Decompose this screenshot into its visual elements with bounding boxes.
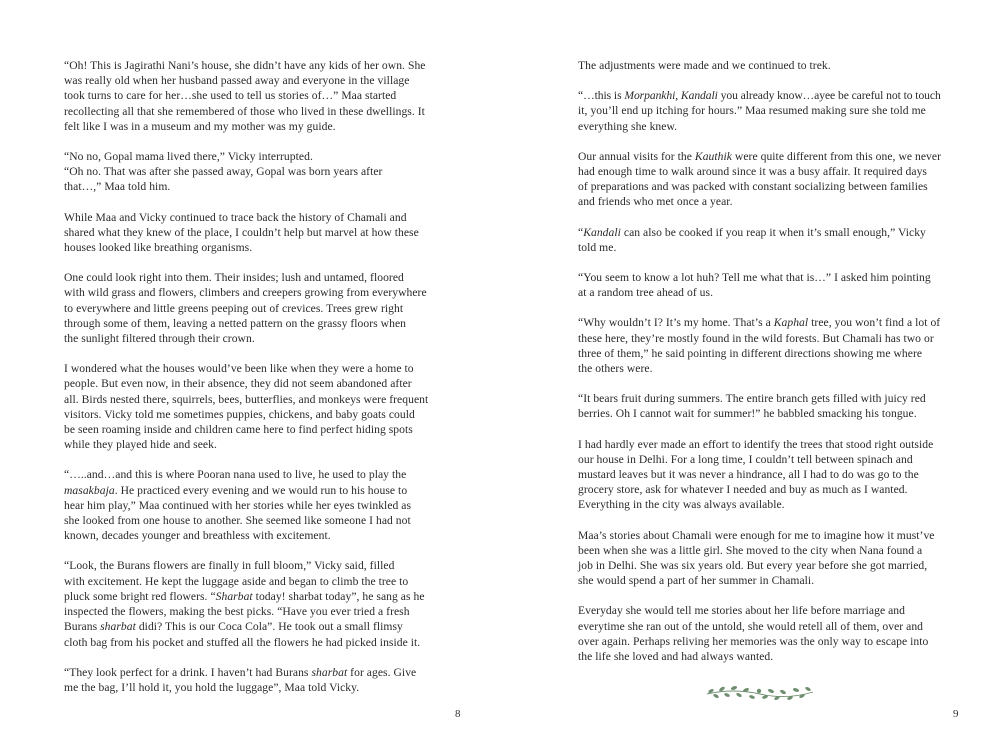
right-page — [500, 0, 1000, 750]
text-line: shared what they knew of the place, I couldn’t help but marvel at how these — [64, 225, 419, 239]
text-line: inspected the flowers, making the best picks. “Have you ever tried a fresh — [64, 605, 410, 619]
text-line: cloth bag from his pocket and stuffed all the flowers he had picked inside it. — [64, 635, 421, 649]
text-line: berries. Oh I cannot wait for summer!” he babbled smacking his tongue. — [578, 407, 917, 421]
text-line: “Oh no. That was after she passed away, Gopal was born years after — [64, 165, 383, 179]
text-line: the life she loved and had always wanted. — [578, 650, 774, 664]
text-line: “They look perfect for a drink. I haven’t had Burans sharbat for ages. Give — [64, 665, 417, 679]
text-line: known, decades younger and breathless with excitement. — [64, 529, 331, 543]
paragraph — [578, 58, 944, 73]
text-line: Maa’s stories about Chamali were enough for me to imagine how it must’ve — [578, 528, 935, 542]
text-line: it, you’ll end up itching for hours.” Maa resumed making sure she told me — [578, 104, 926, 118]
text-line: all. Birds nested there, squirrels, bees, butterflies, and monkeys were frequent — [64, 392, 429, 406]
paragraph — [64, 467, 436, 543]
text-line: took turns to care for her…she used to tell us stories of…” Maa started — [64, 89, 397, 103]
text-line: over again. Perhaps reliving her memories was the only way to escape into — [578, 634, 929, 648]
text-line: Burans sharbat didi? This is our Coca Cola”. He took out a small flimsy — [64, 620, 403, 634]
text-line: hear him play,” Maa continued with her stories while her eyes twinkled as — [64, 498, 412, 512]
text-line: to everywhere and little greens peeping out of crevices. Trees grew right — [64, 301, 404, 315]
text-line: that…,” Maa told him. — [64, 180, 171, 194]
page-number-right: 9 — [953, 708, 959, 720]
text-line: One could look right into them. Their insides; lush and untamed, floored — [64, 271, 404, 285]
text-line: our house in Delhi. For a long time, I couldn’t tell between spinach and — [578, 452, 913, 466]
text-line: houses looked like breathing organisms. — [64, 241, 253, 255]
text-line: three of them,” he said pointing in different directions showing me where — [578, 346, 923, 360]
text-line: with wild grass and flowers, climbers and creepers growing from everywhere — [64, 286, 427, 300]
text-line: recollecting all that she remembered of those who lived in these dwellings. It — [64, 104, 425, 118]
paragraph — [578, 603, 944, 664]
text-line: the others were. — [578, 362, 653, 376]
paragraph — [64, 58, 436, 134]
text-line: be seen roaming inside and children came here to find perfect hiding spots — [64, 423, 413, 437]
paragraph — [578, 528, 944, 589]
text-line: Everything in the city was always available. — [578, 498, 785, 512]
text-line: me the bag, I’ll hold it, you hold the luggage”, Maa told Vicky. — [64, 680, 360, 694]
text-line: “No no, Gopal mama lived there,” Vicky interrupted. — [64, 150, 313, 164]
paragraph — [64, 665, 436, 695]
text-line: everytime she ran out of the untold, she would retell all of them, over and — [578, 619, 924, 633]
text-line: Everyday she would tell me stories about her life before marriage and — [578, 604, 905, 618]
paragraph — [578, 437, 944, 513]
text-line: “Why wouldn’t I? It’s my home. That’s a Kaphal tree, you won’t find a lot of — [578, 316, 941, 330]
paragraph — [64, 270, 436, 346]
paragraph — [578, 149, 944, 210]
text-line: “…..and…and this is where Pooran nana used to live, he used to play the — [64, 468, 407, 482]
text-line: visitors. Vicky told me sometimes puppies, chickens, and baby goats could — [64, 407, 415, 421]
text-line: “Look, the Burans flowers are finally in full bloom,” Vicky said, filled — [64, 559, 395, 573]
text-line: had enough time to walk around since it was a busy affair. It required days — [578, 165, 927, 179]
text-line: of preparations and was packed with constant socializing between families — [578, 180, 928, 194]
left-page-text — [64, 58, 436, 710]
text-line: people. But even now, in their absence, they did not seem abandoned after — [64, 377, 412, 391]
text-line: she would spend a part of her summer in Chamali. — [578, 574, 815, 588]
text-line: “It bears fruit during summers. The entire branch gets filled with juicy red — [578, 392, 926, 406]
paragraph — [64, 210, 436, 256]
text-line: I had hardly ever made an effort to identify the trees that stood right outside — [578, 437, 934, 451]
paragraph — [64, 361, 436, 452]
text-line: felt like I was in a museum and my mother was my guide. — [64, 119, 336, 133]
text-line: While Maa and Vicky continued to trace back the history of Chamali and — [64, 210, 407, 224]
text-line: while they played hide and seek. — [64, 438, 217, 452]
text-line: the sunlight filtered through their crown. — [64, 332, 255, 346]
right-page-text — [578, 58, 944, 679]
paragraph — [578, 225, 944, 255]
text-line: with excitement. He kept the luggage aside and began to climb the tree to — [64, 574, 409, 588]
paragraph — [578, 391, 944, 421]
text-line: grocery store, ask for whatever I needed and buy as much as I wanted. — [578, 483, 908, 497]
text-line: she looked from one house to another. She seemed like someone I had not — [64, 514, 411, 528]
text-line: “You seem to know a lot huh? Tell me what that is…” I asked him pointing — [578, 271, 931, 285]
text-line: masakbaja. He practiced every evening and we would run to his house to — [64, 483, 408, 497]
text-line: “Oh! This is Jagirathi Nani’s house, she didn’t have any kids of her own. She — [64, 59, 426, 72]
text-line: mustard leaves but it was never a hindrance, all I had to do was go to the — [578, 468, 919, 482]
text-line: through some of them, leaving a netted pattern on the grassy floors when — [64, 316, 406, 330]
paragraph — [578, 270, 944, 300]
paragraph — [578, 315, 944, 376]
text-line: everything she knew. — [578, 119, 678, 133]
text-line: told me. — [578, 240, 617, 254]
text-line: “…this is Morpankhi, Kandali you already know…ayee be careful not to touch — [578, 89, 941, 103]
text-line: The adjustments were made and we continued to trek. — [578, 59, 831, 72]
page-number-left: 8 — [455, 708, 461, 720]
paragraph — [64, 558, 436, 649]
text-line: and friends who met once a year. — [578, 195, 733, 209]
paragraph — [64, 149, 436, 195]
paragraph — [578, 88, 944, 134]
text-line: these here, they’re mostly found in the wild forests. But Chamali has two or — [578, 331, 934, 345]
text-line: pluck some bright red flowers. “Sharbat today! sharbat today”, he sang as he — [64, 589, 425, 603]
text-line: Our annual visits for the Kauthik were quite different from this one, we never — [578, 149, 942, 163]
vine-leaf-ornament-icon — [705, 683, 815, 703]
text-line: job in Delhi. She was six years old. But every year before she got married, — [578, 559, 928, 573]
text-line: was really old when her husband passed away and everyone in the village — [64, 74, 410, 88]
text-line: been when she was a little girl. She moved to the city when Nana found a — [578, 543, 923, 557]
text-line: at a random tree ahead of us. — [578, 286, 714, 300]
text-line: I wondered what the houses would’ve been like when they were a home to — [64, 362, 414, 376]
text-line: “Kandali can also be cooked if you reap it when it’s small enough,” Vicky — [578, 225, 926, 239]
